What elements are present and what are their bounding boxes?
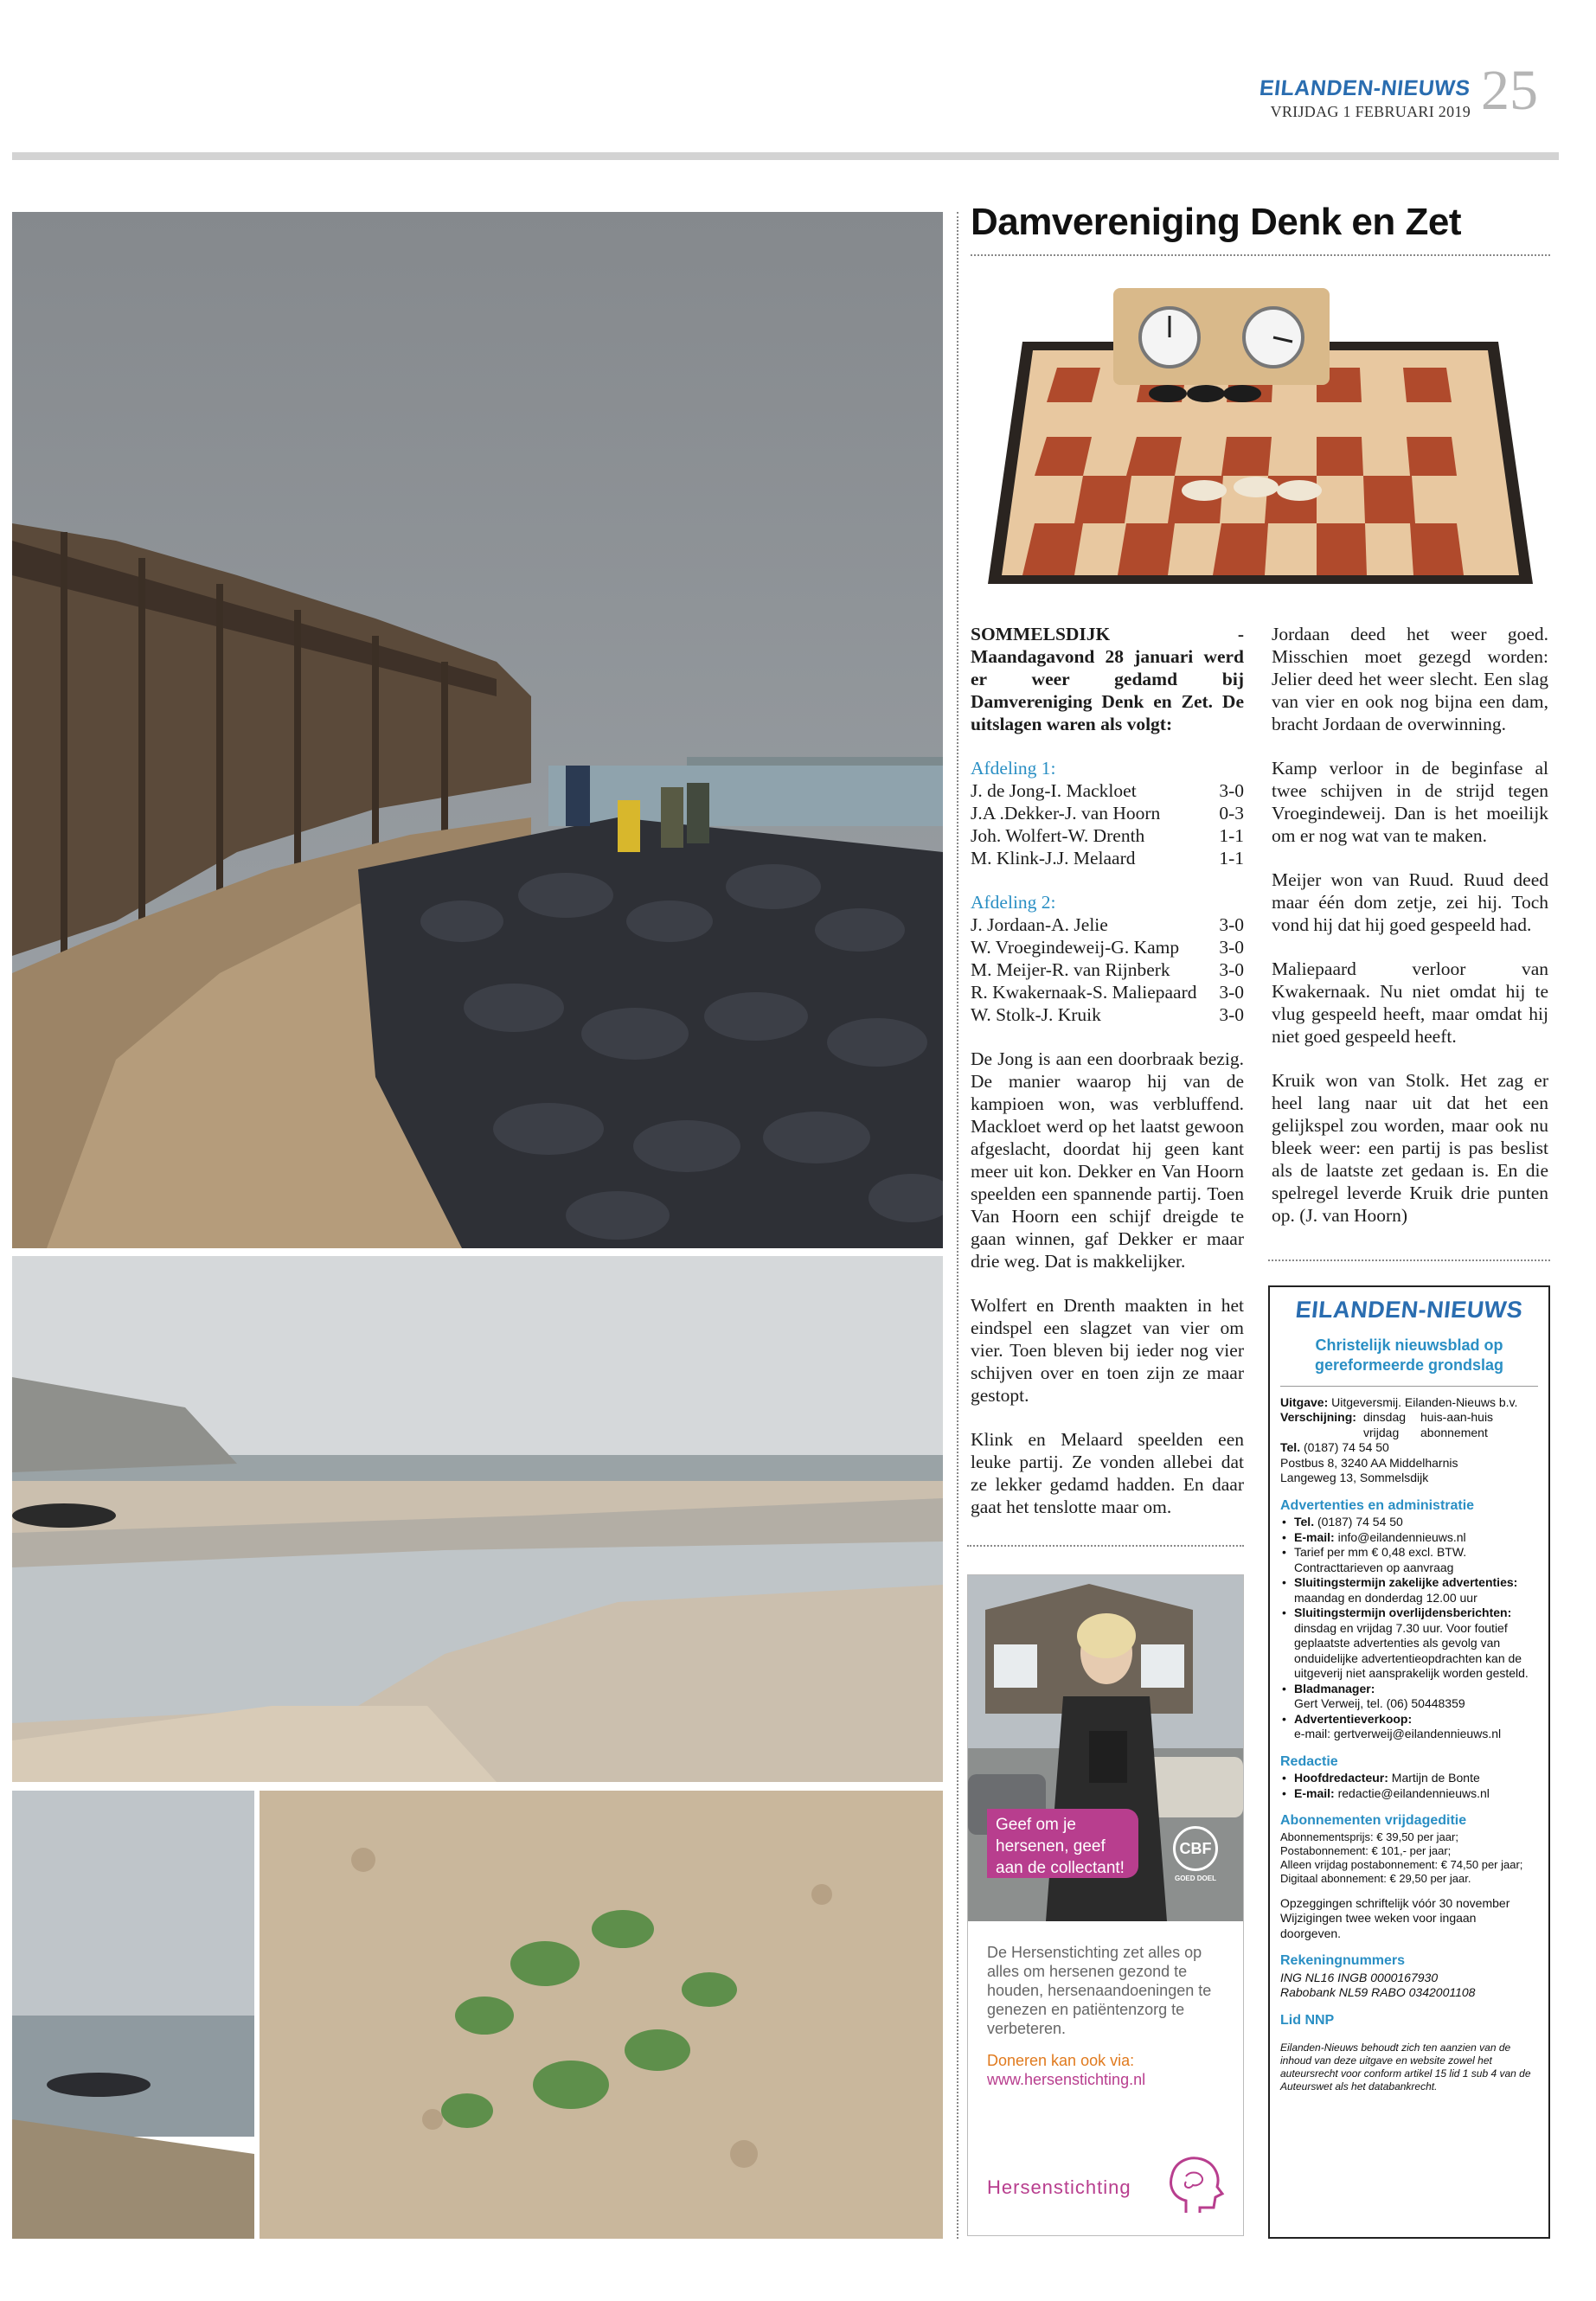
result-score: 1-1	[1219, 848, 1244, 868]
value: dinsdag vrijdag	[1363, 1410, 1407, 1439]
shoreline-photo	[12, 1256, 943, 1782]
title-rule	[971, 254, 1550, 256]
street-line: Langeweg 13, Sommelsdijk	[1280, 1471, 1429, 1484]
ad-tagline: Geef om je hersenen, geef aan de collectant!	[987, 1809, 1138, 1878]
column-divider	[957, 212, 958, 2239]
label: • Sluitingstermijn overlijdensberichten:	[1294, 1606, 1512, 1619]
ad-donate-link[interactable]: www.hersenstichting.nl	[987, 2071, 1146, 2088]
subscription-line: Postabonnement: € 101,- per jaar;	[1280, 1843, 1452, 1857]
copyright-note: Eilanden-Nieuws behoudt zich ten aanzien van de inhoud van deze uitgave en website zowel het auteursrecht voor conform artikel 15 lid 1 sub 4 van de Auteurswet als het databankrecht.	[1280, 2041, 1531, 2093]
obit-deadline	[1280, 1606, 1538, 1682]
division-heading: Afdeling 2:	[971, 892, 1056, 913]
label: Hoofdredacteur:	[1294, 1771, 1388, 1785]
article-paragraph: Meijer won van Ruud. Ruud deed maar één dom zetje, zei hij. Toch vond hij dat hij goed gespeeld had.	[1272, 869, 1548, 935]
article-paragraph: Jordaan deed het weer goed. Misschien moet gezegd worden: Jelier deed het weer slecht. Een slag van vier en ook nog bijna een dam, bracht Jordaan de overwinning.	[1272, 624, 1548, 734]
editorial-email	[1280, 1786, 1538, 1802]
bank-ing: ING NL16 INGB 0000167930	[1280, 1970, 1439, 1984]
division-heading: Afdeling 1:	[971, 758, 1056, 779]
masthead	[1246, 76, 1471, 121]
ads-heading: Advertenties en administratie	[1280, 1497, 1475, 1513]
ads-email	[1280, 1530, 1538, 1546]
value: Uitgeversmij. Eilanden-Nieuws b.v.	[1331, 1394, 1518, 1409]
value: Gert Verweij, tel. (06) 50448359	[1294, 1696, 1465, 1710]
postbox-line: Postbus 8, 3240 AA Middelharnis	[1280, 1455, 1458, 1470]
subscription-line: Digitaal abonnement: € 29,50 per jaar.	[1280, 1871, 1471, 1885]
membership: Lid NNP	[1280, 2012, 1335, 2028]
result-score: 3-0	[1219, 982, 1244, 1003]
division-1	[971, 757, 1244, 869]
result-match: Joh. Wolfert-W. Drenth	[971, 825, 1145, 846]
editor	[1280, 1771, 1538, 1786]
result-match: J. de Jong-I. Mackloet	[971, 780, 1137, 801]
result-row	[971, 824, 1244, 847]
label: Uitgave:	[1280, 1394, 1329, 1409]
appearance-line	[1280, 1410, 1538, 1440]
division-2	[971, 891, 1244, 1026]
subscription-line: Abonnementsprijs: € 39,50 per jaar;	[1280, 1830, 1458, 1843]
label: • Bladmanager:	[1294, 1681, 1375, 1695]
result-score: 0-3	[1219, 803, 1244, 824]
ad-donate-heading: Doneren kan ook via:	[987, 2052, 1135, 2069]
manager	[1280, 1682, 1538, 1712]
subscription-cancel: Opzeggingen schriftelijk vóór 30 november Wijzigingen twee weken voor ingaan doorgeven.	[1280, 1895, 1510, 1940]
bank-heading: Rekeningnummers	[1280, 1953, 1406, 1968]
ads-tariff: • Tarief per mm € 0,48 excl. BTW. Contracttarieven op aanvraag	[1280, 1545, 1538, 1575]
result-row	[971, 936, 1244, 958]
editorial-heading: Redactie	[1280, 1753, 1338, 1769]
tel-line	[1280, 1440, 1538, 1456]
result-match: W. Stolk-J. Kruik	[971, 1004, 1101, 1025]
result-row	[971, 847, 1244, 869]
cbf-badge: CBF	[1173, 1826, 1218, 1871]
colophon-box	[1268, 1285, 1550, 2239]
result-score: 1-1	[1219, 825, 1244, 846]
subscriptions-heading: Abonnementen vrijdageditie	[1280, 1813, 1467, 1828]
value[interactable]: info@eilandennieuws.nl	[1337, 1529, 1466, 1544]
result-row	[971, 802, 1244, 824]
value[interactable]: e-mail: gertverweij@eilandennieuws.nl	[1294, 1727, 1502, 1740]
logo-text: Hersenstichting	[987, 2176, 1131, 2198]
beach-shelter-photo	[12, 212, 943, 1248]
plant-photo	[260, 1791, 943, 2239]
ads-deadline	[1280, 1575, 1538, 1606]
page-number: 25	[1481, 59, 1538, 122]
label: Tel.	[1280, 1440, 1301, 1454]
checkers-board-photo	[971, 264, 1550, 597]
article-paragraph: De Jong is aan een doorbraak bezig. De manier waarop hij van de kampioen won, was verbluffend. Mackloet werd op het laatst gewoon afgeslacht, doordat hij geen kant meer uit kon. Dekker en Van Hoorn speelden een spannende partij. Toen Van Hoorn een schijf dreigde te gaan winnen, gaf Dekker er maar drie weg. Dat is makkelijker.	[971, 1048, 1244, 1272]
cbf-badge-caption: GOED DOEL	[1174, 1875, 1216, 1882]
header-rule	[12, 152, 1559, 160]
value: maandag en donderdag 12.00 uur	[1294, 1590, 1477, 1605]
colophon-rule	[1280, 1386, 1538, 1387]
value: dinsdag en vrijdag 7.30 uur. Voor foutief geplaatste advertenties als gevolg van onduidelijke advertentieopdrachten kan de uitgeverij niet aansprakelijk worden gesteld.	[1294, 1620, 1529, 1680]
article-title: Damvereniging Denk en Zet	[971, 201, 1461, 243]
article-paragraph: Wolfert en Drenth maakten in het eindspel een slagzet van vier om vier. Toen bleven bij ieder nog vier schijven over en toen zijn ze maar gestopt.	[971, 1295, 1244, 1406]
article-paragraph: Klink en Melaard speelden een leuke partij. Ze vonden allebei dat ze lekker gedamd hadden. En daar gaat het tenslotte maar om.	[971, 1429, 1244, 1517]
result-score: 3-0	[1219, 780, 1244, 801]
hersenstichting-advertisement[interactable]	[967, 1574, 1244, 2236]
result-score: 3-0	[1219, 937, 1244, 958]
label: E-mail:	[1294, 1785, 1335, 1800]
result-match: M. Meijer-R. van Rijnberk	[971, 959, 1170, 980]
value: huis-aan-huis abonnement	[1420, 1410, 1494, 1439]
result-match: M. Klink-J.J. Melaard	[971, 848, 1136, 868]
value: Martijn de Bonte	[1391, 1771, 1480, 1785]
result-score: 3-0	[1219, 1004, 1244, 1025]
value[interactable]: redactie@eilandennieuws.nl	[1337, 1785, 1490, 1800]
result-score: 3-0	[1219, 914, 1244, 935]
article-lead: SOMMELSDIJK - Maandagavond 28 januari werd er weer gedamd bij Damvereniging Denk en Zet. De uitslagen waren als volgt:	[971, 624, 1244, 734]
article-column-2	[1272, 623, 1548, 1248]
bank-rabo: Rabobank NL59 RABO 0342001108	[1280, 1985, 1476, 1999]
article-column-1	[971, 623, 1244, 1540]
article-paragraph: Kruik won van Stolk. Het zag er heel lang naar uit dat het een gelijkspel zou worden, maar ook nu bleek weer: een partij is pas beslist als de laatste zet gedaan is. En die spelregel leverde Kruik drie punten op. (J. van Hoorn)	[1272, 1070, 1548, 1226]
result-match: R. Kwakernaak-S. Maliepaard	[971, 982, 1197, 1003]
value: (0187) 74 54 50	[1317, 1515, 1403, 1529]
result-score: 3-0	[1219, 959, 1244, 980]
sales	[1280, 1712, 1538, 1742]
ads-tel	[1280, 1515, 1538, 1530]
boat-photo	[12, 1791, 254, 2239]
label: E-mail:	[1294, 1529, 1335, 1544]
subscription-line: Alleen vrijdag postabonnement: € 74,50 per jaar;	[1280, 1857, 1523, 1871]
result-row	[971, 913, 1244, 936]
head-profile-icon	[1160, 2150, 1229, 2220]
publisher-line	[1280, 1395, 1538, 1411]
result-match: J.A .Dekker-J. van Hoorn	[971, 803, 1161, 824]
column-end-rule	[1268, 1259, 1550, 1261]
result-match: J. Jordaan-A. Jelie	[971, 914, 1108, 935]
article-paragraph: Kamp verloor in de beginfase al twee schijven in de strijd tegen Vroegindeweij. Dan is het moeilijk om er nog wat van te maken.	[1272, 758, 1548, 846]
label: Tel.	[1294, 1515, 1315, 1529]
issue-date: VRIJDAG 1 FEBRUARI 2019	[1270, 103, 1471, 120]
colophon-brand: EILANDEN-NIEUWS	[1294, 1297, 1524, 1323]
result-row	[971, 958, 1244, 981]
result-row	[971, 1003, 1244, 1026]
ad-body: De Hersenstichting zet alles op alles om hersenen gezond te houden, hersenaandoeningen te genezen en patiëntenzorg te verbeteren.	[987, 1944, 1212, 2037]
article-paragraph: Maliepaard verloor van Kwakernaak. Nu niet omdat hij te vlug gespeeld heeft, maar omdat hij niet goed gespeeld heeft.	[1272, 958, 1548, 1047]
ad-donate	[987, 2051, 1229, 2089]
colophon-subtitle: Christelijk nieuwsblad op gereformeerde grondslag	[1314, 1336, 1504, 1374]
masthead-brand: EILANDEN-NIEUWS	[1258, 76, 1472, 100]
label: • Sluitingstermijn zakelijke advertenties:	[1294, 1575, 1518, 1589]
hersenstichting-logo	[987, 2150, 1229, 2220]
column-end-rule	[967, 1545, 1244, 1547]
label: Verschijning:	[1280, 1410, 1356, 1424]
result-row	[971, 779, 1244, 802]
result-match: W. Vroegindeweij-G. Kamp	[971, 937, 1180, 958]
label: • Advertentieverkoop:	[1294, 1711, 1413, 1726]
result-row	[971, 981, 1244, 1003]
value: (0187) 74 54 50	[1303, 1440, 1389, 1454]
